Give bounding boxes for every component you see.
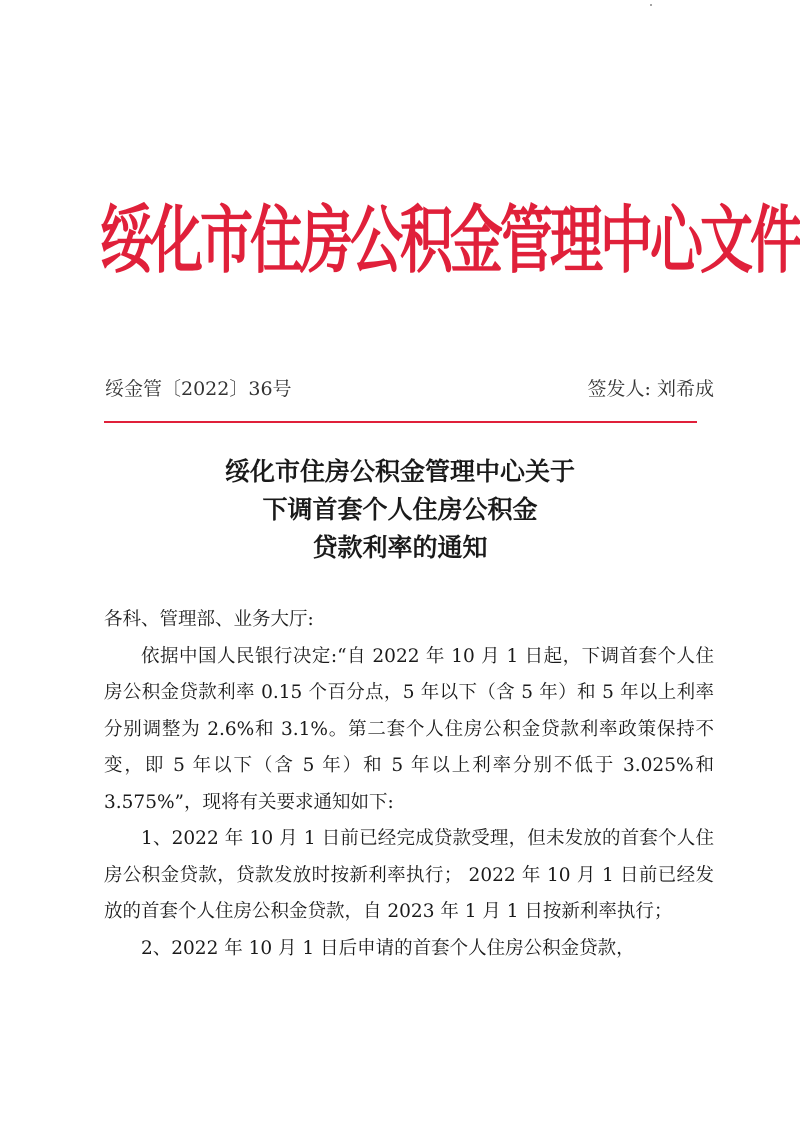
document-number: 绥金管〔2022〕36号: [105, 378, 292, 400]
notice-body: [104, 602, 714, 967]
scan-speck: [650, 4, 652, 6]
notice-title: [100, 453, 700, 567]
title-line-1: 绥化市住房公积金管理中心关于: [224, 457, 575, 486]
paragraph: 依据中国人民银行决定:“自 2022 年 10 月 1 日起，下调首套个人住房公积金贷款利率 0.15 个百分点，5 年以下（含 5 年）和 5 年以上利率分别调整为 2.6%和 3.1%。第二套个人住房公积金贷款利率政策保持不变，即 5 年以下（含 5 年）和 5 年以上利率分别不低于 3.025%和 3.575%”，现将有关要求通知如下:: [104, 645, 714, 813]
signer: 签发人: 刘希成: [587, 378, 714, 400]
red-divider: [104, 421, 697, 423]
paragraph: 1、2022 年 10 月 1 日前已经完成贷款受理，但未发放的首套个人住房公积金贷款，贷款发放时按新利率执行； 2022 年 10 月 1 日前已经发放的首套个人住房公积金贷款，自 2023 年 1 月 1 日按新利率执行；: [104, 828, 714, 922]
addressee: 各科、管理部、业务大厅:: [104, 609, 314, 630]
issuer-header: 绥化市住房公积金管理中心文件: [100, 199, 800, 284]
title-line-2: 下调首套个人住房公积金: [262, 495, 538, 524]
paragraph: 2、2022 年 10 月 1 日后申请的首套个人住房公积金贷款，: [141, 937, 635, 959]
title-line-3: 贷款利率的通知: [312, 533, 488, 562]
